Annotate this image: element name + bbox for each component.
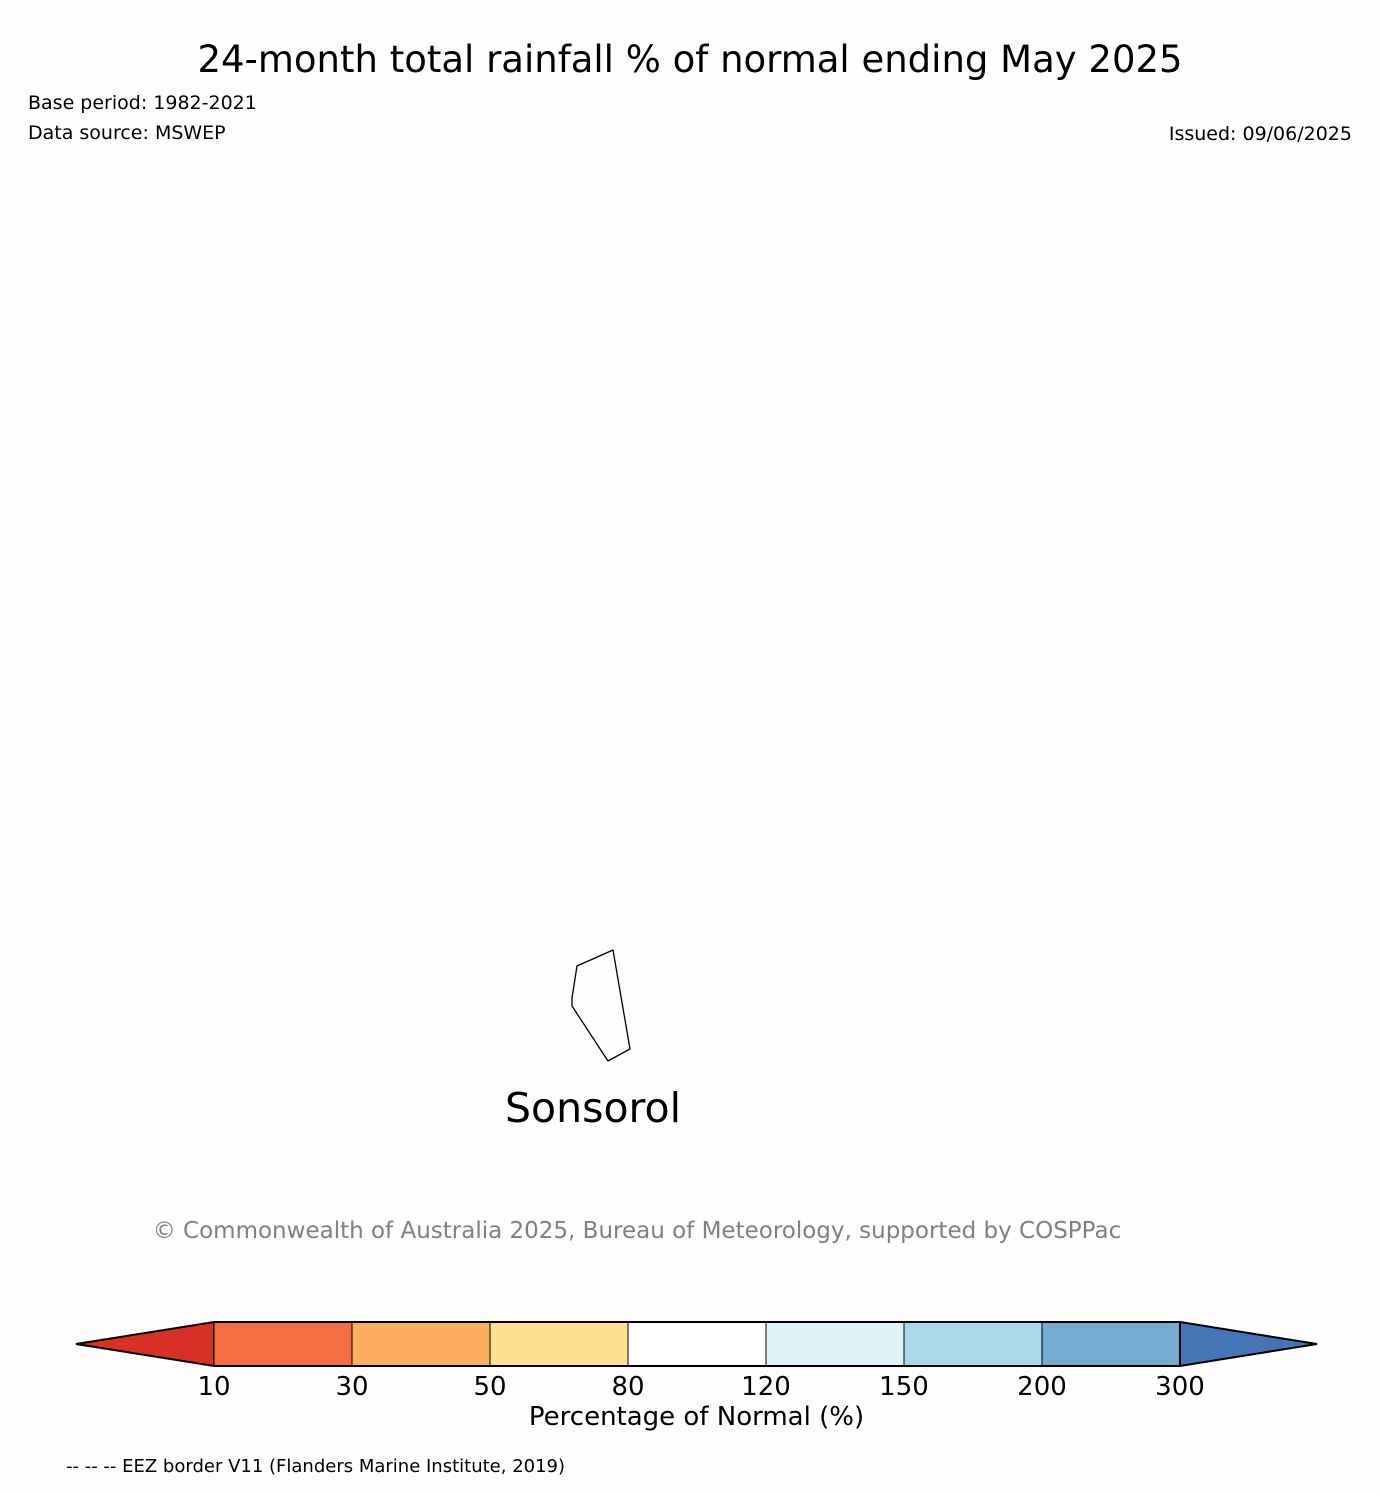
colorbar-bin-10-30 xyxy=(214,1322,352,1366)
colorbar-bin-50-80 xyxy=(490,1322,628,1366)
colorbar-bin-120-150 xyxy=(766,1322,904,1366)
eez-border-note: -- -- -- EEZ border V11 (Flanders Marine Institute, 2019) xyxy=(66,1456,566,1477)
data-source: Data source: MSWEP xyxy=(28,122,226,144)
colorbar-tick: 50 xyxy=(473,1372,507,1402)
issued-date: Issued: 09/06/2025 xyxy=(1168,123,1352,145)
map-title: 24-month total rainfall % of normal ending May 2025 xyxy=(197,38,1183,81)
base-period: Base period: 1982-2021 xyxy=(28,92,257,114)
colorbar-tick-labels xyxy=(0,1372,1380,1404)
colorbar-tick: 120 xyxy=(741,1372,791,1402)
colorbar-tick: 10 xyxy=(197,1372,231,1402)
colorbar-bin-150-200 xyxy=(904,1322,1042,1366)
colorbar-tick: 30 xyxy=(335,1372,369,1402)
colorbar-label: Percentage of Normal (%) xyxy=(528,1402,865,1432)
colorbar xyxy=(76,1322,1317,1366)
colorbar-tick: 150 xyxy=(879,1372,929,1402)
copyright-notice: © Commonwealth of Australia 2025, Bureau of Meteorology, supported by COSPPac xyxy=(152,1218,1122,1244)
colorbar-bin-200-300 xyxy=(1042,1322,1180,1366)
sonsorol-island-outline xyxy=(572,950,630,1061)
colorbar-bin-30-50 xyxy=(352,1322,490,1366)
colorbar-extend-low xyxy=(76,1322,214,1366)
colorbar-extend-high xyxy=(1180,1322,1317,1366)
colorbar-bin-80-120 xyxy=(628,1322,766,1366)
sonsorol-label: Sonsorol xyxy=(505,1084,681,1132)
colorbar-tick: 200 xyxy=(1017,1372,1067,1402)
colorbar-tick: 80 xyxy=(611,1372,645,1402)
colorbar-tick: 300 xyxy=(1155,1372,1205,1402)
